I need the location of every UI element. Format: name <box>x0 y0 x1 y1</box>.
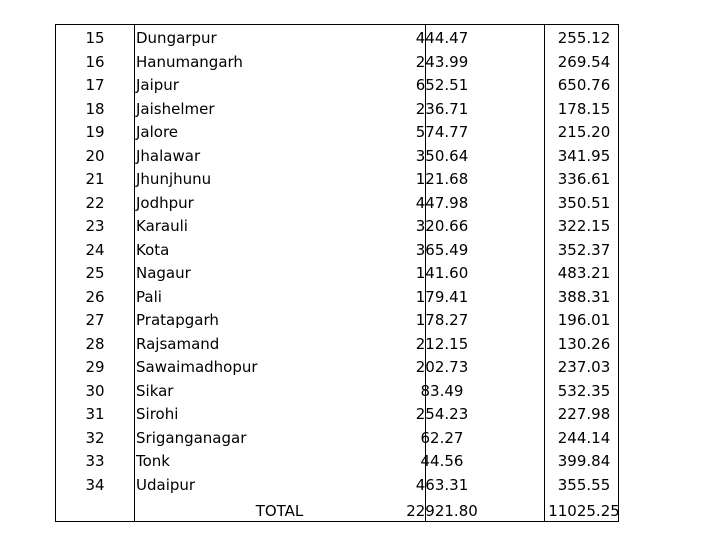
value-2: 322.15 <box>557 217 611 235</box>
table-body <box>56 27 618 497</box>
district-name: Karauli <box>136 217 188 235</box>
district-name: Sawaimadhopur <box>136 358 258 376</box>
table-row <box>56 356 618 380</box>
table-row <box>56 215 618 239</box>
table-row <box>56 121 618 145</box>
value-2: 532.35 <box>557 381 611 400</box>
table-row <box>56 51 618 75</box>
row-number: 28 <box>85 334 105 353</box>
value-1: 365.49 <box>415 240 469 259</box>
row-number: 24 <box>85 240 105 259</box>
district-name: Sikar <box>136 381 174 400</box>
value-2: 341.95 <box>557 146 611 165</box>
table-row <box>56 403 618 427</box>
district-name: Hanumangarh <box>136 52 243 71</box>
district-name: Sriganganagar <box>136 428 247 447</box>
row-number: 27 <box>85 311 105 329</box>
district-name: Jhunjhunu <box>136 170 212 188</box>
table-row <box>56 333 618 357</box>
row-number: 25 <box>85 264 105 282</box>
district-name: Tonk <box>136 452 170 470</box>
value-2: 355.55 <box>557 475 611 494</box>
value-2: 227.98 <box>557 405 611 423</box>
value-2: 215.20 <box>557 123 611 141</box>
value-2: 352.37 <box>557 240 611 259</box>
district-name: Jhalawar <box>136 146 201 165</box>
value-1: 574.77 <box>415 123 469 141</box>
row-number: 20 <box>85 146 105 165</box>
value-2: 269.54 <box>557 52 611 71</box>
value-2: 196.01 <box>557 311 611 329</box>
value-2: 483.21 <box>557 264 611 282</box>
total-value-2: 11025.25 <box>548 502 620 520</box>
district-name: Nagaur <box>136 264 191 282</box>
district-name: Pratapgarh <box>136 311 219 329</box>
value-1: 652.51 <box>415 76 469 94</box>
row-number: 17 <box>85 76 105 94</box>
value-1: 44.56 <box>420 452 464 470</box>
row-number: 30 <box>85 381 105 400</box>
value-2: 336.61 <box>557 170 611 188</box>
value-1: 463.31 <box>415 475 469 494</box>
row-number: 33 <box>85 452 105 470</box>
total-label: TOTAL <box>255 502 304 520</box>
value-1: 320.66 <box>415 217 469 235</box>
district-name: Jaishelmer <box>136 99 215 118</box>
value-2: 178.15 <box>557 99 611 118</box>
table-row <box>56 239 618 263</box>
row-number: 29 <box>85 358 105 376</box>
value-1: 83.49 <box>420 381 464 400</box>
value-1: 243.99 <box>415 52 469 71</box>
table-row <box>56 98 618 122</box>
district-name: Kota <box>136 240 170 259</box>
table-row <box>56 168 618 192</box>
row-number: 32 <box>85 428 105 447</box>
district-name: Jaipur <box>136 76 179 94</box>
district-name: Dungarpur <box>136 29 217 47</box>
total-row <box>56 500 618 523</box>
row-number: 16 <box>85 52 105 71</box>
value-2: 399.84 <box>557 452 611 470</box>
row-number: 34 <box>85 475 105 494</box>
value-1: 254.23 <box>415 405 469 423</box>
row-number: 15 <box>85 29 105 47</box>
table-row <box>56 27 618 51</box>
table-row <box>56 145 618 169</box>
row-number: 21 <box>85 170 105 188</box>
row-number: 19 <box>85 123 105 141</box>
value-2: 350.51 <box>557 193 611 212</box>
district-name: Rajsamand <box>136 334 220 353</box>
table-row <box>56 474 618 498</box>
table-row <box>56 74 618 98</box>
value-1: 447.98 <box>415 193 469 212</box>
value-2: 237.03 <box>557 358 611 376</box>
row-number: 18 <box>85 99 105 118</box>
value-1: 121.68 <box>415 170 469 188</box>
total-value-1: 22921.80 <box>406 502 478 520</box>
value-2: 130.26 <box>557 334 611 353</box>
table-row <box>56 427 618 451</box>
value-2: 255.12 <box>557 29 611 47</box>
value-1: 202.73 <box>415 358 469 376</box>
value-2: 388.31 <box>557 287 611 306</box>
table-row <box>56 450 618 474</box>
district-name: Udaipur <box>136 475 196 494</box>
value-1: 236.71 <box>415 99 469 118</box>
value-1: 444.47 <box>415 29 469 47</box>
value-2: 650.76 <box>557 76 611 94</box>
row-number: 22 <box>85 193 105 212</box>
row-number: 26 <box>85 287 105 306</box>
row-number: 23 <box>85 217 105 235</box>
value-1: 179.41 <box>415 287 469 306</box>
table-row <box>56 286 618 310</box>
district-name: Pali <box>136 287 162 306</box>
value-2: 244.14 <box>557 428 611 447</box>
district-name: Sirohi <box>136 405 179 423</box>
value-1: 141.60 <box>415 264 469 282</box>
table-row <box>56 192 618 216</box>
table-row <box>56 380 618 404</box>
value-1: 350.64 <box>415 146 469 165</box>
district-table <box>55 24 619 522</box>
district-name: Jodhpur <box>136 193 194 212</box>
row-number: 31 <box>85 405 105 423</box>
value-1: 178.27 <box>415 311 469 329</box>
district-name: Jalore <box>136 123 179 141</box>
value-1: 212.15 <box>415 334 469 353</box>
table-row <box>56 262 618 286</box>
value-1: 62.27 <box>420 428 464 447</box>
table-row <box>56 309 618 333</box>
